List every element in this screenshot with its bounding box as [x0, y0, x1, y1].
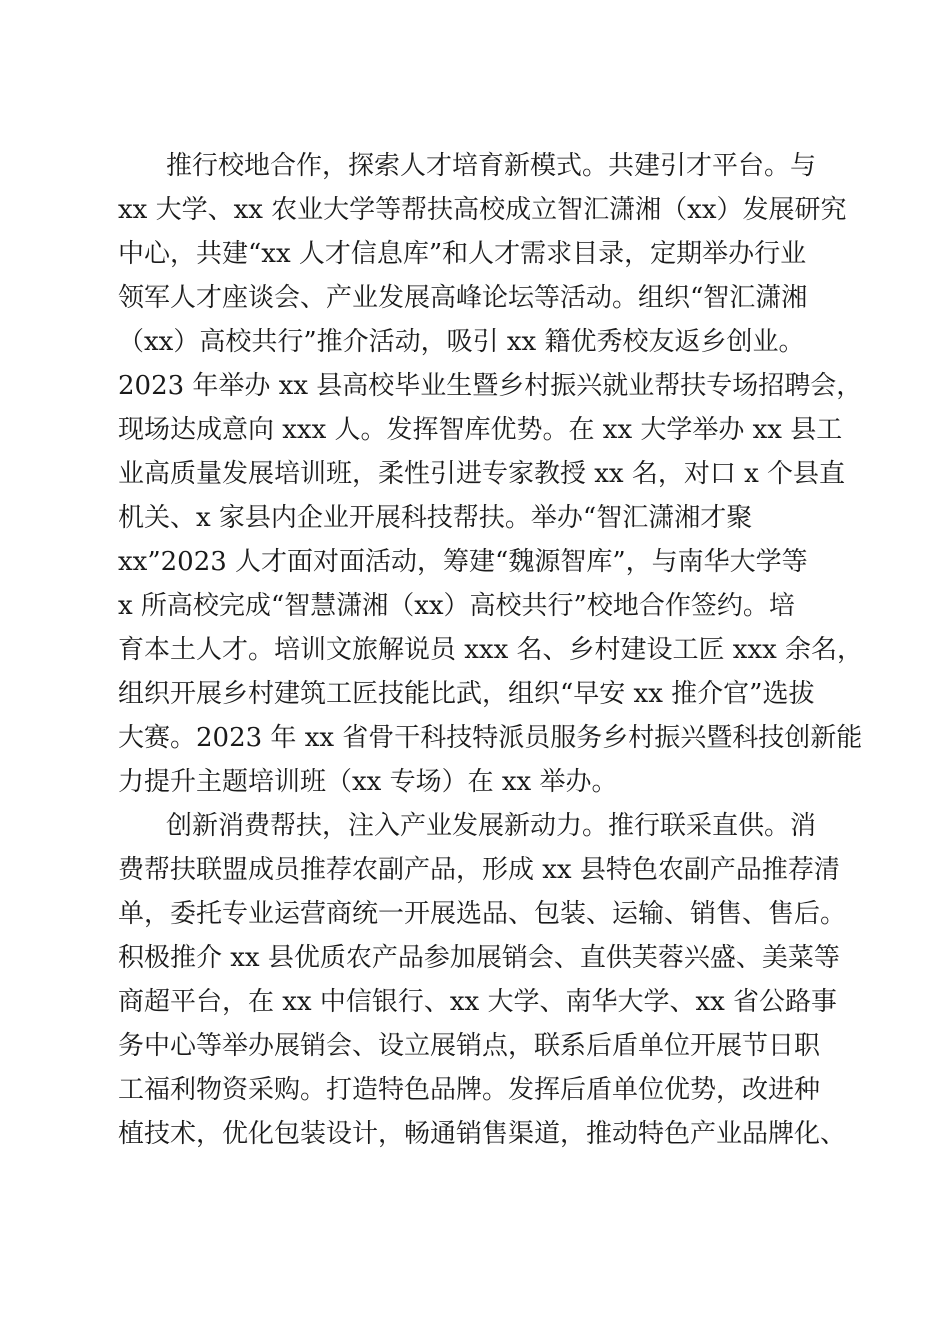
paragraph-1-line-5: （xx）高校共行”推介活动，吸引 xx 籍优秀校友返乡创业。 — [118, 327, 805, 357]
paragraph-2-line-1: 创新消费帮扶，注入产业发展新动力。推行联采直供。消 — [166, 811, 817, 841]
paragraph-1-line-13: 组织开展乡村建筑工匠技能比武，组织“早安 xx 推介官”选拔 — [118, 679, 815, 709]
document-body — [118, 144, 864, 1156]
paragraph-1-line-2: xx 大学、xx 农业大学等帮扶高校成立智汇潇湘（xx）发展研究 — [118, 195, 847, 225]
paragraph-1-line-4: 领军人才座谈会、产业发展高峰论坛等活动。组织“智汇潇湘 — [118, 283, 808, 313]
paragraph-2-line-4: 积极推介 xx 县优质农产品参加展销会、直供芙蓉兴盛、美菜等 — [118, 943, 840, 973]
paragraph-2-line-7: 工福利物资采购。打造特色品牌。发挥后盾单位优势，改进种 — [118, 1075, 821, 1105]
paragraph-1-line-3: 中心，共建“xx 人才信息库”和人才需求目录，定期举办行业 — [118, 239, 807, 269]
paragraph-1-line-12: 育本土人才。培训文旅解说员 xxx 名、乡村建设工匠 xxx 余名， — [118, 635, 864, 665]
paragraph-2-line-3: 单，委托专业运营商统一开展选品、包装、运输、销售、售后。 — [118, 899, 847, 929]
paragraph-1-line-15: 力提升主题培训班（xx 专场）在 xx 举办。 — [118, 767, 618, 797]
paragraph-1-line-10: xx”2023 人才面对面活动，筹建“魏源智库”，与南华大学等 — [118, 547, 808, 577]
paragraph-1-line-14: 大赛。2023 年 xx 省骨干科技特派员服务乡村振兴暨科技创新能 — [118, 723, 863, 753]
paragraph-1-line-1: 推行校地合作，探索人才培育新模式。共建引才平台。与 — [166, 151, 817, 181]
paragraph-1-line-6: 2023 年举办 xx 县高校毕业生暨乡村振兴就业帮扶专场招聘会， — [118, 371, 863, 401]
paragraph-2-line-5: 商超平台，在 xx 中信银行、xx 大学、南华大学、xx 省公路事 — [118, 987, 838, 1017]
paragraph-1-line-9: 机关、x 家县内企业开展科技帮扶。举办“智汇潇湘才聚 — [118, 503, 753, 533]
paragraph-1-line-8: 业高质量发展培训班，柔性引进专家教授 xx 名，对口 x 个县直 — [118, 459, 846, 489]
paragraph-1-line-7: 现场达成意向 xxx 人。发挥智库优势。在 xx 大学举办 xx 县工 — [118, 415, 843, 445]
paragraph-1-line-11: x 所高校完成“智慧潇湘（xx）高校共行”校地合作签约。培 — [118, 591, 795, 621]
paragraph-2-line-6: 务中心等举办展销会、设立展销点，联系后盾单位开展节日职 — [118, 1031, 821, 1061]
paragraph-2-line-8: 植技术，优化包装设计，畅通销售渠道，推动特色产业品牌化、 — [118, 1119, 847, 1149]
paragraph-2-line-2: 费帮扶联盟成员推荐农副产品，形成 xx 县特色农副产品推荐清 — [118, 855, 840, 885]
